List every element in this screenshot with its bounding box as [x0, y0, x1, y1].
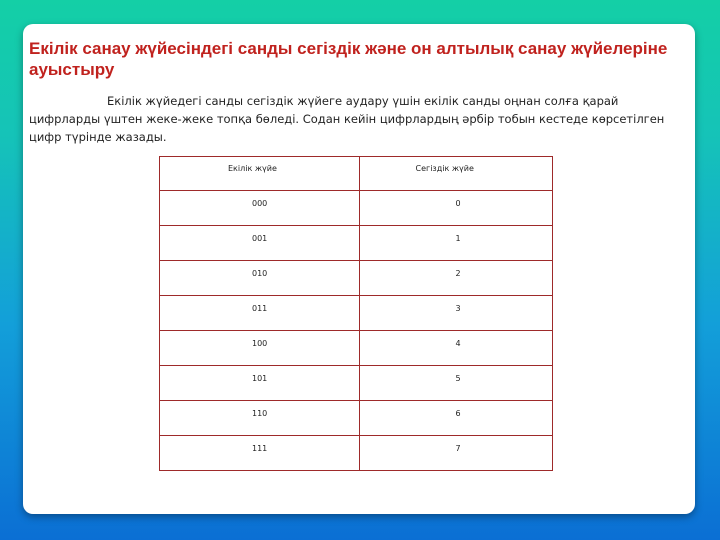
octal-cell: 1 — [359, 226, 553, 261]
octal-cell: 5 — [359, 366, 553, 401]
table-row — [160, 401, 553, 436]
octal-cell: 2 — [359, 261, 553, 296]
octal-cell: 3 — [359, 296, 553, 331]
table-row — [160, 191, 553, 226]
binary-cell: 101 — [160, 366, 360, 401]
table-row — [160, 331, 553, 366]
binary-cell: 010 — [160, 261, 360, 296]
octal-cell: 0 — [359, 191, 553, 226]
binary-cell: 011 — [160, 296, 360, 331]
table-row — [160, 261, 553, 296]
binary-cell: 000 — [160, 191, 360, 226]
table-row — [160, 366, 553, 401]
header-binary: Екілік жүйе — [160, 157, 360, 191]
binary-cell: 001 — [160, 226, 360, 261]
octal-cell: 6 — [359, 401, 553, 436]
octal-cell: 7 — [359, 436, 553, 471]
slide-paragraph: Екілік жүйедегі санды сегіздік жүйеге аудару үшін екілік санды оңнан солға қарай цифрларды үштен жеке-жеке топқа бөледі. Содан кейін цифрлардың әрбір тобын кестеде көрсетілген цифр түрінде жазады. — [29, 94, 665, 144]
binary-cell: 110 — [160, 401, 360, 436]
octal-cell: 4 — [359, 331, 553, 366]
slide-title: Екілік санау жүйесіндегі санды сегіздік және он алтылық санау жүйелеріне ауыстыру — [29, 39, 668, 79]
header-octal: Сегіздік жүйе — [359, 157, 553, 191]
table-row — [160, 296, 553, 331]
table-header-row — [160, 157, 553, 191]
conversion-table — [159, 156, 553, 471]
table-row — [160, 226, 553, 261]
binary-cell: 100 — [160, 331, 360, 366]
binary-cell: 111 — [160, 436, 360, 471]
slide-card — [23, 24, 695, 514]
table-row — [160, 436, 553, 471]
